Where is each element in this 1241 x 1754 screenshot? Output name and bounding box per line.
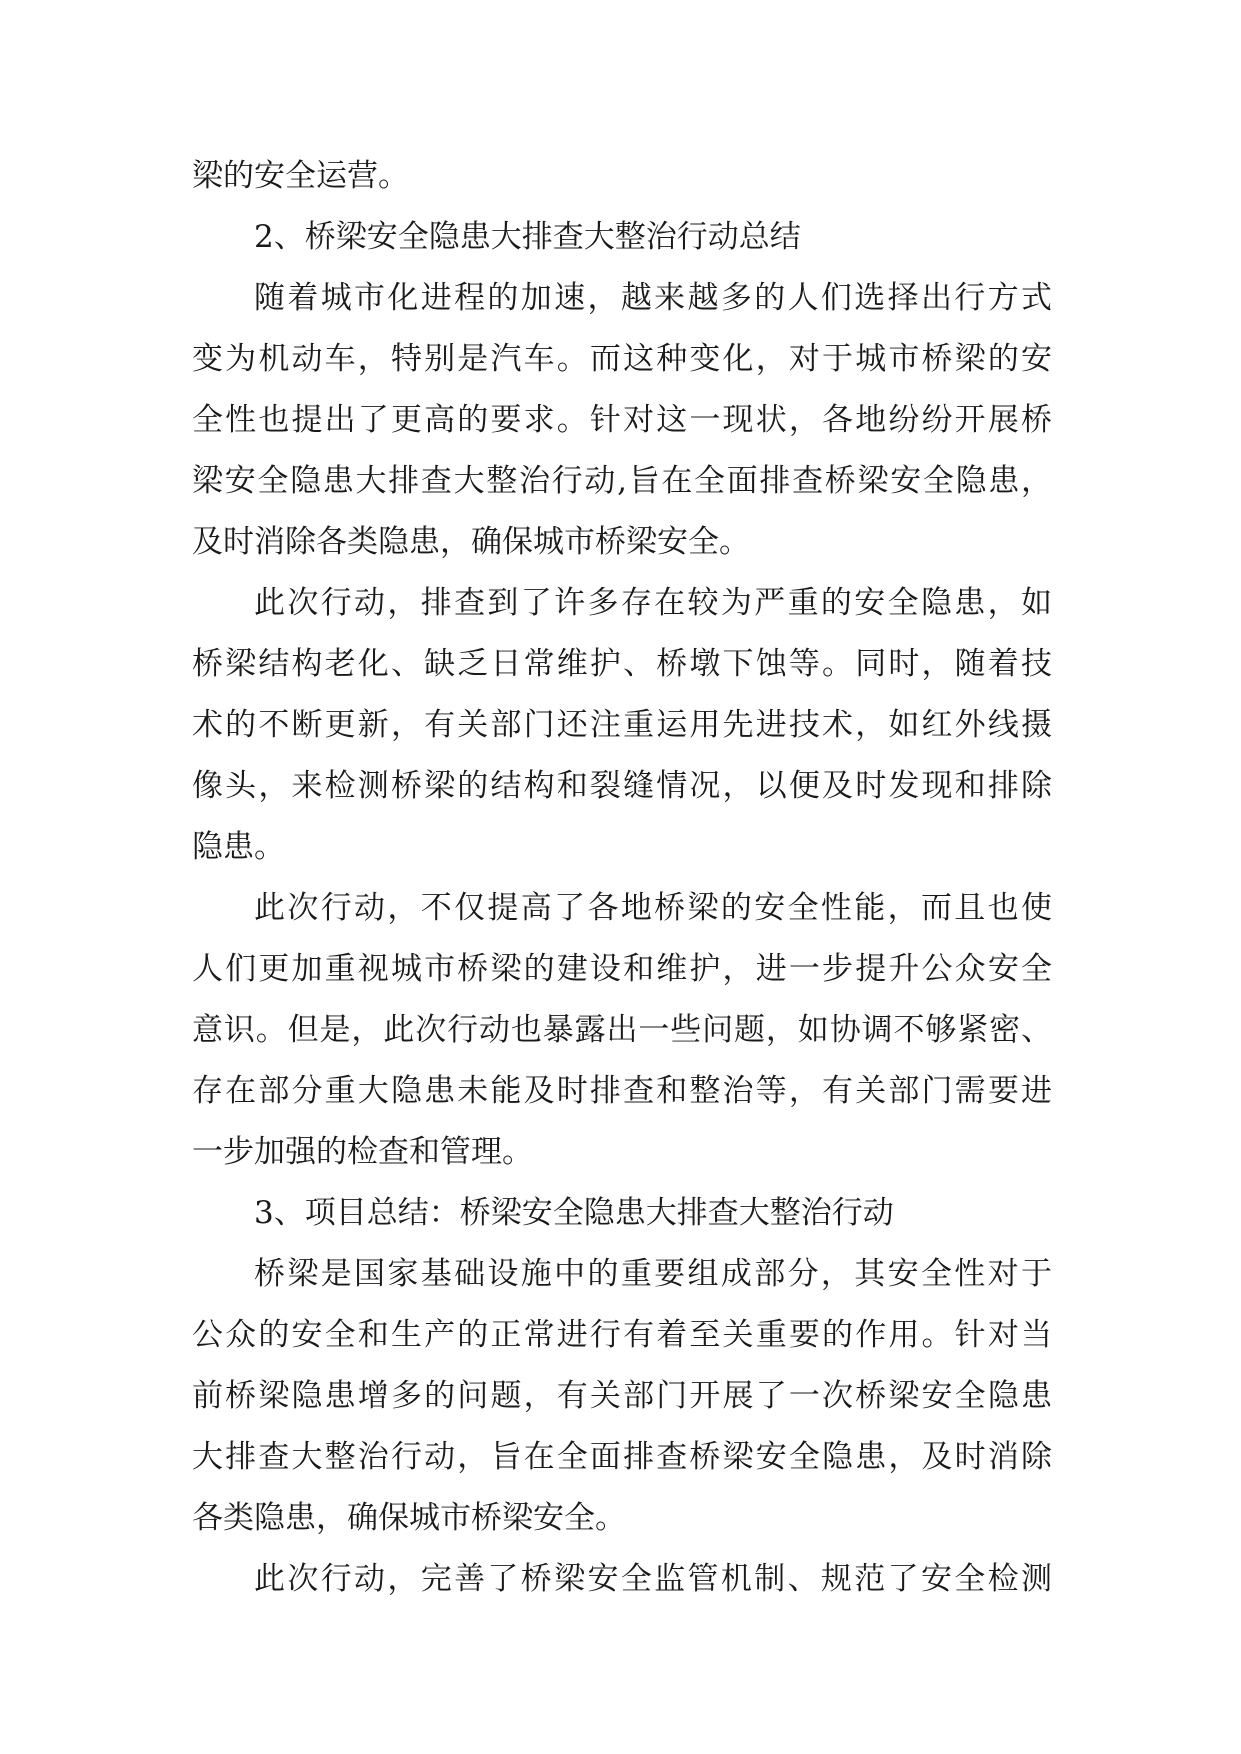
text-line: 随着城市化进程的加速，越来越多的人们选择出行方式	[254, 280, 1052, 316]
text-line: 此次行动，不仅提高了各地桥梁的安全性能，而且也使	[254, 890, 1052, 926]
text-line: 桥梁是国家基础设施中的重要组成部分，其安全性对于	[254, 1256, 1052, 1292]
text-line: 全性也提出了更高的要求。针对这一现状，各地纷纷开展桥	[192, 402, 1052, 438]
text-line: 变为机动车，特别是汽车。而这种变化，对于城市桥梁的安	[192, 341, 1052, 377]
text-line: 术的不断更新，有关部门还注重运用先进技术，如红外线摄	[192, 707, 1052, 743]
text-line: 3、项目总结：桥梁安全隐患大排查大整治行动	[254, 1195, 894, 1231]
text-line: 桥梁结构老化、缺乏日常维护、桥墩下蚀等。同时，随着技	[192, 646, 1052, 682]
text-line: 存在部分重大隐患未能及时排查和整治等，有关部门需要进	[192, 1073, 1052, 1109]
text-line: 像头，来检测桥梁的结构和裂缝情况，以便及时发现和排除	[192, 768, 1052, 804]
document-body	[192, 146, 1052, 1610]
text-line: 大排查大整治行动，旨在全面排查桥梁安全隐患，及时消除	[192, 1439, 1052, 1475]
text-line: 各类隐患，确保城市桥梁安全。	[192, 1500, 626, 1536]
text-line: 2、桥梁安全隐患大排查大整治行动总结	[254, 219, 801, 255]
text-line: 隐患。	[192, 829, 285, 865]
text-line: 此次行动，排查到了许多存在较为严重的安全隐患，如	[254, 585, 1052, 621]
text-line: 前桥梁隐患增多的问题，有关部门开展了一次桥梁安全隐患	[192, 1378, 1052, 1414]
text-line: 及时消除各类隐患，确保城市桥梁安全。	[192, 524, 750, 560]
text-line: 一步加强的检查和管理。	[192, 1134, 533, 1170]
text-line: 梁的安全运营。	[192, 158, 409, 194]
text-line: 公众的安全和生产的正常进行有着至关重要的作用。针对当	[192, 1317, 1052, 1353]
text-line: 梁安全隐患大排查大整治行动,旨在全面排查桥梁安全隐患，	[192, 463, 1052, 499]
text-line: 人们更加重视城市桥梁的建设和维护，进一步提升公众安全	[192, 951, 1052, 987]
text-line: 此次行动，完善了桥梁安全监管机制、规范了安全检测	[254, 1561, 1052, 1597]
text-line: 意识。但是，此次行动也暴露出一些问题，如协调不够紧密、	[192, 1012, 1052, 1048]
